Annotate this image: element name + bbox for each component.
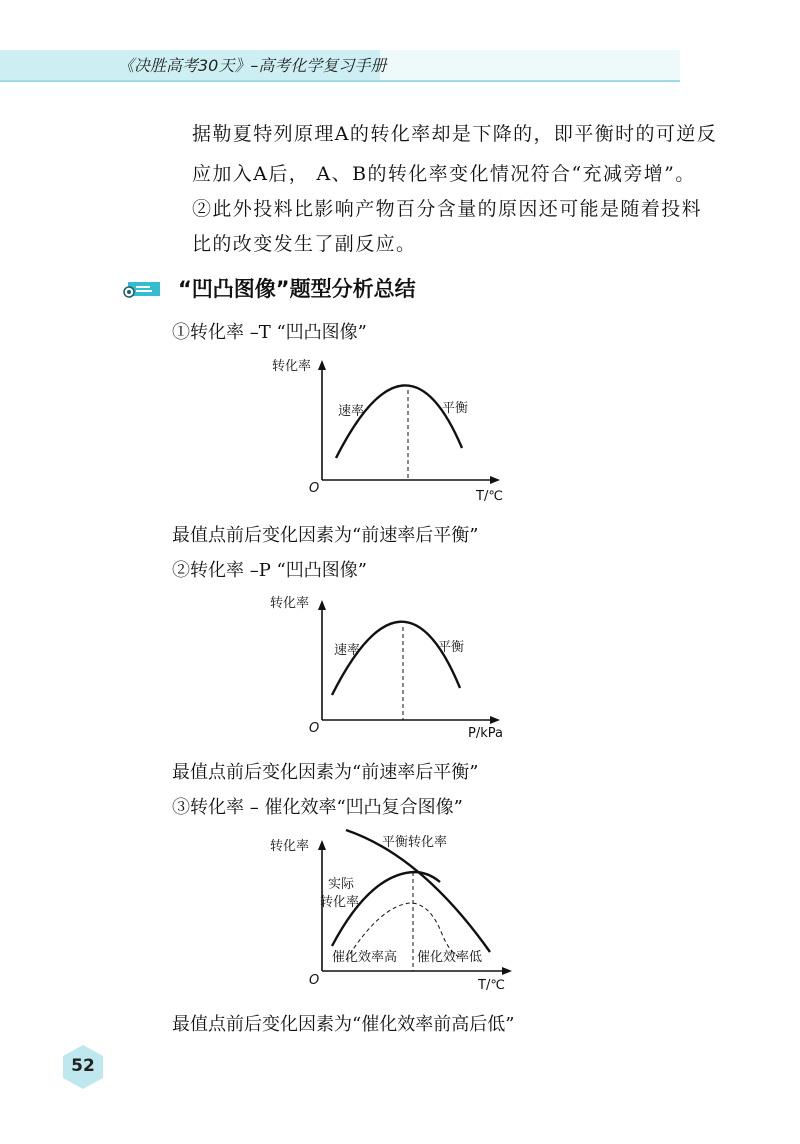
- section-title: “凹凸图像”题型分析总结: [178, 277, 416, 301]
- conversion-curve: [336, 385, 462, 458]
- x-axis-label: P/kPa: [468, 726, 503, 741]
- actual-conversion-label-2: 转化率: [320, 895, 360, 910]
- paragraph-line-4: 比的改变发生了副反应。: [192, 233, 417, 255]
- page-number: 52: [71, 1056, 95, 1076]
- chart-conversion-vs-pressure: [262, 590, 522, 745]
- paragraph-line-2: 应加入A后， A、B的转化率变化情况符合“充减旁增”。: [192, 163, 696, 185]
- rate-region-label: 速率: [334, 643, 361, 658]
- y-axis-arrow: [318, 840, 326, 850]
- item-3-conclusion: 最值点前后变化因素为“催化效率前高后低”: [172, 1014, 515, 1035]
- y-axis-label: 转化率: [272, 359, 312, 374]
- paragraph-line-1: 据勒夏特列原理A的转化率却是下降的，即平衡时的可逆反: [192, 123, 718, 145]
- x-axis-arrow: [502, 967, 512, 975]
- chart-conversion-vs-temperature: [262, 350, 512, 505]
- item-1-heading: ①转化率 –T “凹凸图像”: [172, 322, 367, 343]
- item-2-conclusion: 最值点前后变化因素为“前速率后平衡”: [172, 762, 479, 783]
- low-efficiency-label: 催化效率低: [417, 950, 483, 965]
- book-title: 《决胜高考30天》–高考化学复习手册: [118, 56, 387, 75]
- actual-conversion-label-1: 实际: [328, 877, 355, 892]
- origin-label: O: [309, 973, 320, 988]
- high-efficiency-label: 催化效率高: [332, 950, 398, 965]
- x-axis-label: T/℃: [476, 489, 503, 504]
- item-1-conclusion: 最值点前后变化因素为“前速率后平衡”: [172, 525, 479, 546]
- x-axis-arrow: [490, 716, 500, 724]
- chart-conversion-vs-catalyst-efficiency: [262, 826, 522, 996]
- y-axis-label: 转化率: [270, 839, 310, 854]
- page-number-badge: [60, 1044, 106, 1090]
- section-marker-icon: [122, 280, 162, 298]
- x-axis-label: T/℃: [478, 978, 505, 993]
- origin-label: O: [309, 721, 320, 736]
- item-3-heading: ③转化率 – 催化效率“凹凸复合图像”: [172, 797, 463, 818]
- header-band-fade: [380, 50, 680, 80]
- y-axis-label: 转化率: [270, 596, 310, 611]
- conversion-curve: [332, 622, 460, 695]
- y-axis-arrow: [318, 360, 326, 370]
- header-rule: [0, 80, 680, 82]
- y-axis-arrow: [318, 600, 326, 610]
- equilibrium-conversion-label: 平衡转化率: [382, 835, 448, 850]
- equilibrium-region-label: 平衡: [438, 640, 465, 655]
- item-2-heading: ②转化率 –P “凹凸图像”: [172, 560, 367, 581]
- origin-label: O: [309, 481, 320, 496]
- equilibrium-region-label: 平衡: [442, 401, 469, 416]
- rate-region-label: 速率: [338, 404, 365, 419]
- paragraph-line-3: ②此外投料比影响产物百分含量的原因还可能是随着投料: [192, 198, 703, 220]
- x-axis-arrow: [490, 476, 500, 484]
- running-header: [0, 50, 800, 90]
